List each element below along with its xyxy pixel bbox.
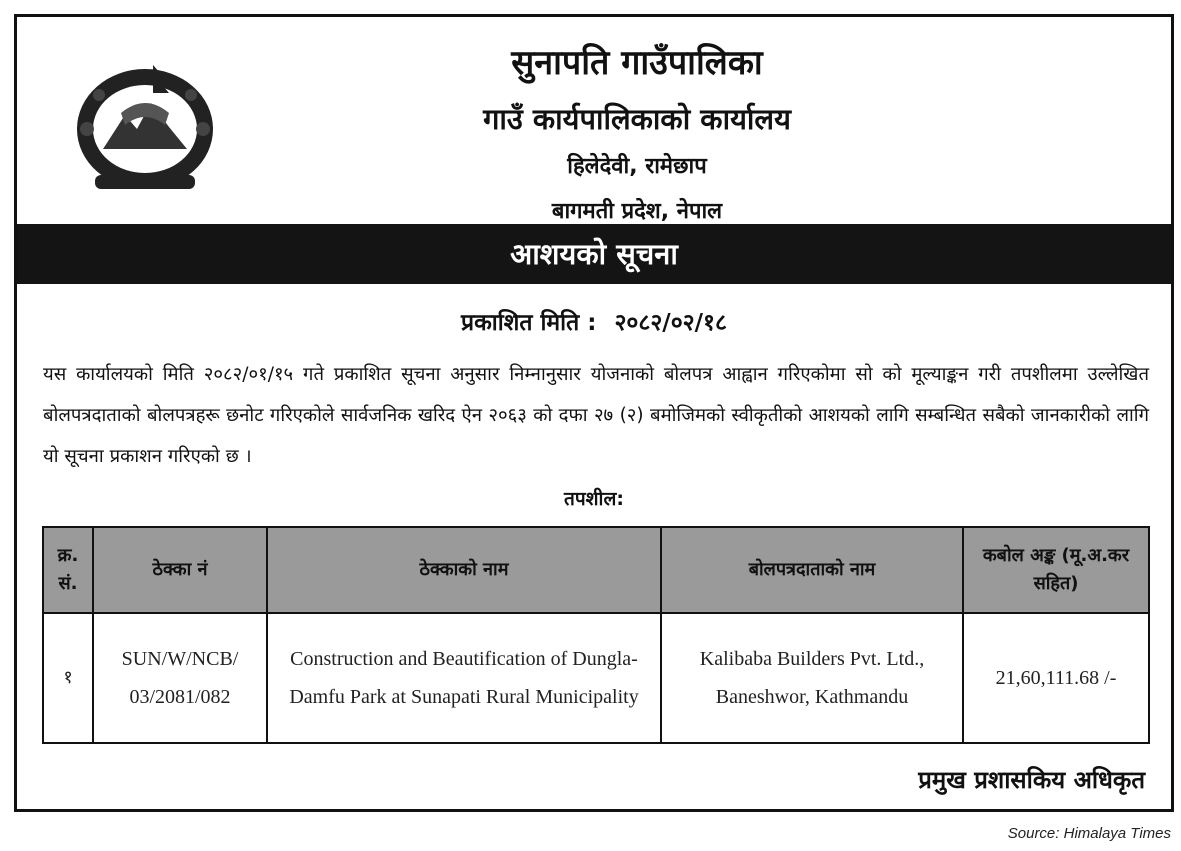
signatory-title: प्रमुख प्रशासकिय अधिकृत <box>918 766 1145 794</box>
cell-contract-no: SUN/W/NCB/ 03/2081/082 <box>93 613 267 743</box>
cell-bidder-name: Kalibaba Builders Pvt. Ltd., Baneshwor, Kathmandu <box>661 613 963 743</box>
org-name: सुनापति गाउँपालिका <box>511 43 763 83</box>
header-sn: क्र. सं. <box>43 527 93 613</box>
notice-title-banner: आशयको सूचना <box>17 224 1171 284</box>
office-name: गाउँ कार्यपालिकाको कार्यालय <box>483 102 791 136</box>
published-date <box>17 307 1171 339</box>
nepal-emblem-icon <box>65 43 225 203</box>
details-heading: तपशील: <box>564 488 624 510</box>
notice-frame <box>14 14 1174 812</box>
header-contract-name: ठेक्काको नाम <box>267 527 661 613</box>
address-line-2: बागमती प्रदेश, नेपाल <box>551 199 723 224</box>
source-credit: Source: Himalaya Times <box>1007 825 1171 842</box>
header-bidder-name: बोलपत्रदाताको नाम <box>661 527 963 613</box>
header-contract-no: ठेक्का नं <box>93 527 267 613</box>
cell-sn: १ <box>43 613 93 743</box>
header-amount: कबोल अङ्क (मू.अ.कर सहित) <box>963 527 1149 613</box>
published-date-label: प्रकाशित मिति : <box>461 310 597 336</box>
table-header-row <box>43 527 1149 613</box>
table-row <box>43 613 1149 743</box>
cell-contract-name: Construction and Beautification of Dungla-Damfu Park at Sunapati Rural Municipality <box>267 613 661 743</box>
notice-body: यस कार्यालयको मिति २०८२/०१/१५ गते प्रकाशित सूचना अनुसार निम्नानुसार योजनाको बोलपत्र आह्वान गरिएकोमा सो को मूल्याङ्कन गरी तपशीलमा उल्लेखित बोलपत्रदाताको बोलपत्रहरू छनोट गरिएकोले सार्वजनिक खरिद ऐन २०६३ को दफा २७ (२) बमोजिमको स्वीकृतीको आशयको लागि सम्बन्धित सबैको जानकारीको लागि यो सूचना प्रकाशन गरिएको छ । <box>43 364 1149 467</box>
published-date-value: २०८२/०२/१८ <box>614 310 727 336</box>
address-line-1: हिलेदेवी, रामेछाप <box>567 154 707 179</box>
details-table <box>42 526 1150 744</box>
cell-amount: 21,60,111.68 /- <box>963 613 1149 743</box>
